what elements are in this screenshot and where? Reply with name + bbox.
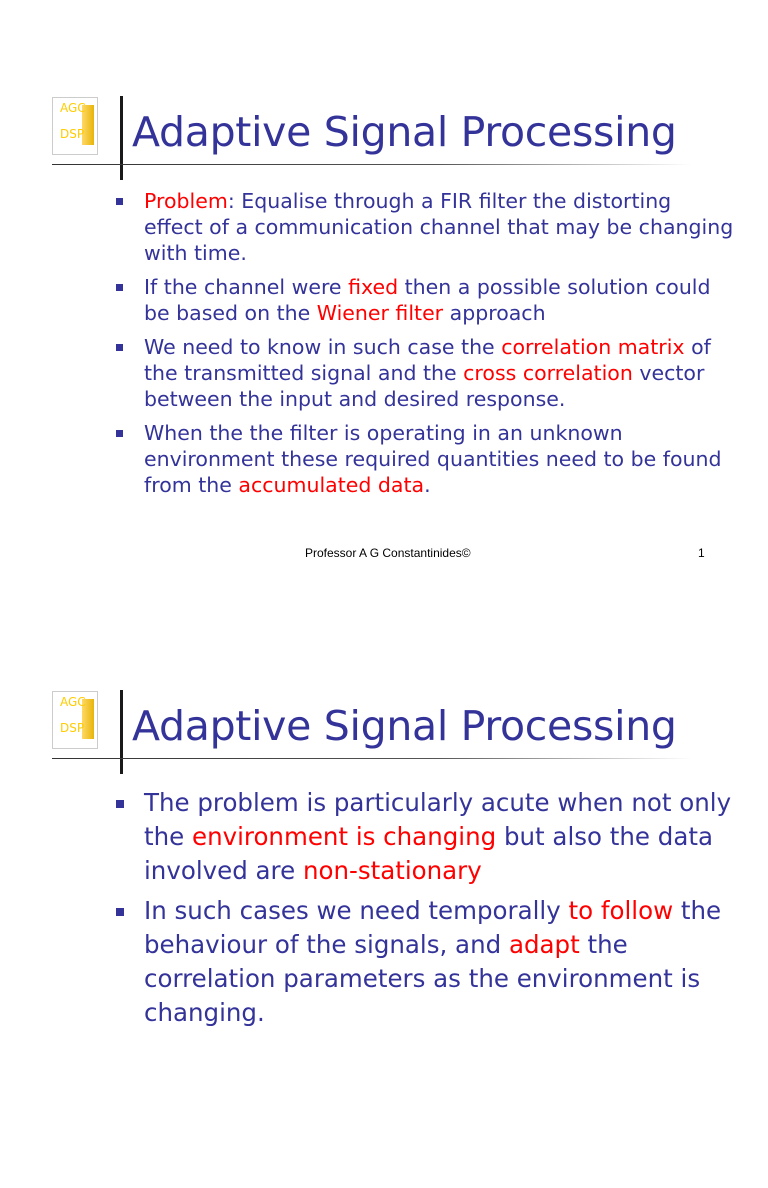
highlighted-text: adapt [508, 930, 580, 959]
square-bullet-icon [116, 198, 123, 205]
bullet-text: : Equalise through a FIR filter the distorting effect of a communication channel that may be changing with time. [144, 189, 734, 265]
slide-title: Adaptive Signal Processing [132, 108, 677, 156]
bullet-item [116, 274, 736, 326]
highlighted-text: non-stationary [302, 856, 482, 885]
bullet-text: of the transmitted signal and the [144, 335, 711, 385]
footer-author: Professor A G Constantinides© [305, 546, 471, 560]
slide-title: Adaptive Signal Processing [132, 702, 677, 750]
title-vertical-divider [120, 690, 123, 774]
bullet-text: vector between the input and desired response. [144, 361, 705, 411]
logo-text-line1: AGC [60, 695, 86, 709]
agc-dsp-logo [52, 691, 98, 749]
bullet-text: If the channel were [144, 275, 349, 299]
highlighted-text: fixed [348, 275, 399, 299]
square-bullet-icon [116, 800, 124, 808]
bullet-item [116, 188, 736, 266]
bullet-item [116, 894, 736, 1030]
title-horizontal-rule [52, 758, 692, 759]
bullet-text: approach [443, 301, 546, 325]
logo-text-line2: DSP [60, 127, 85, 141]
bullet-text: In such cases we need temporally [144, 896, 569, 925]
bullet-item [116, 786, 736, 888]
square-bullet-icon [116, 430, 123, 437]
highlighted-text: Problem [144, 189, 228, 213]
bullet-text: . [424, 473, 431, 497]
slide-2 [0, 594, 768, 1188]
agc-dsp-logo [52, 97, 98, 155]
bullet-list [116, 188, 736, 506]
title-vertical-divider [120, 96, 123, 180]
bullet-text: the behaviour of the signals, and [144, 896, 722, 959]
bullet-text: but also the data involved are [144, 822, 713, 885]
bullet-text: then a possible solution could be based on the [144, 275, 711, 325]
title-horizontal-rule [52, 164, 692, 165]
highlighted-text: correlation matrix [501, 335, 685, 359]
highlighted-text: Wiener filter [316, 301, 444, 325]
bullet-text: the correlation parameters as the environment is changing. [144, 930, 701, 1027]
square-bullet-icon [116, 908, 124, 916]
bullet-list [116, 786, 736, 1036]
highlighted-text: to follow [568, 896, 674, 925]
bullet-item [116, 420, 736, 498]
highlighted-text: cross correlation [463, 361, 633, 385]
square-bullet-icon [116, 344, 123, 351]
bullet-text: We need to know in such case the [144, 335, 502, 359]
highlighted-text: accumulated data [238, 473, 425, 497]
square-bullet-icon [116, 284, 123, 291]
footer-page-number: 1 [698, 546, 705, 560]
bullet-text: When the the filter is operating in an unknown environment these required quantities need to be found from the [144, 421, 722, 497]
highlighted-text: environment is changing [192, 822, 497, 851]
bullet-item [116, 334, 736, 412]
logo-text-line1: AGC [60, 101, 86, 115]
logo-text-line2: DSP [60, 721, 85, 735]
bullet-text: The problem is particularly acute when not only the [144, 788, 732, 851]
